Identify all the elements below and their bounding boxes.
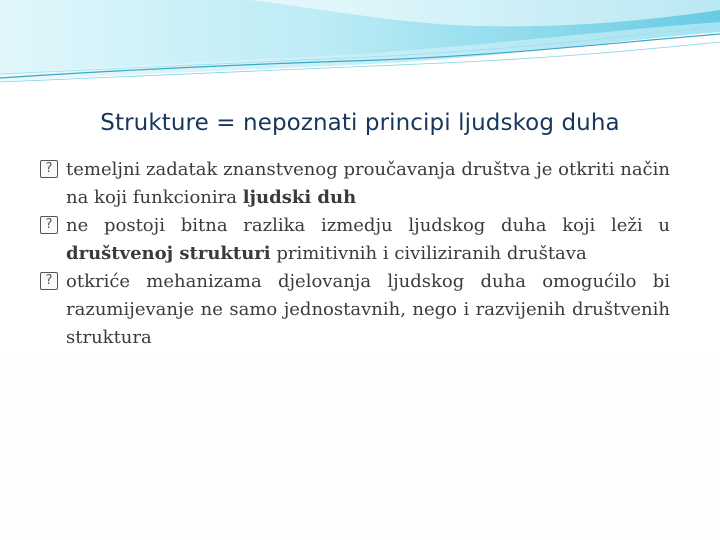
- decorative-wave-header: [0, 0, 720, 90]
- bullet-bold-text: društvenoj strukturi: [66, 243, 271, 264]
- bullet-text: temeljni zadatak znanstvenog proučavanja društva je otkriti način na koji funkcionira: [66, 159, 670, 208]
- bullet-list: [40, 156, 670, 352]
- bullet-marker-icon: ?: [40, 160, 58, 178]
- bullet-marker-icon: ?: [40, 272, 58, 290]
- bullet-text: otkriće mehanizama djelovanja ljudskog duha omogućilo bi razumijevanje ne samo jednostavnih, nego i razvijenih društvenih struktura: [66, 271, 670, 348]
- bullet-item-3: [40, 268, 670, 352]
- bullet-marker-icon: ?: [40, 216, 58, 234]
- bullet-text: ne postoji bitna razlika izmedju ljudskog duha koji leži u: [66, 215, 670, 236]
- bullet-text-after: primitivnih i civiliziranih društava: [270, 243, 587, 264]
- bullet-item-1: [40, 156, 670, 212]
- slide-title: Strukture = nepoznati principi ljudskog duha: [100, 110, 620, 136]
- bullet-bold-text: ljudski duh: [242, 187, 357, 208]
- bullet-item-2: [40, 212, 670, 268]
